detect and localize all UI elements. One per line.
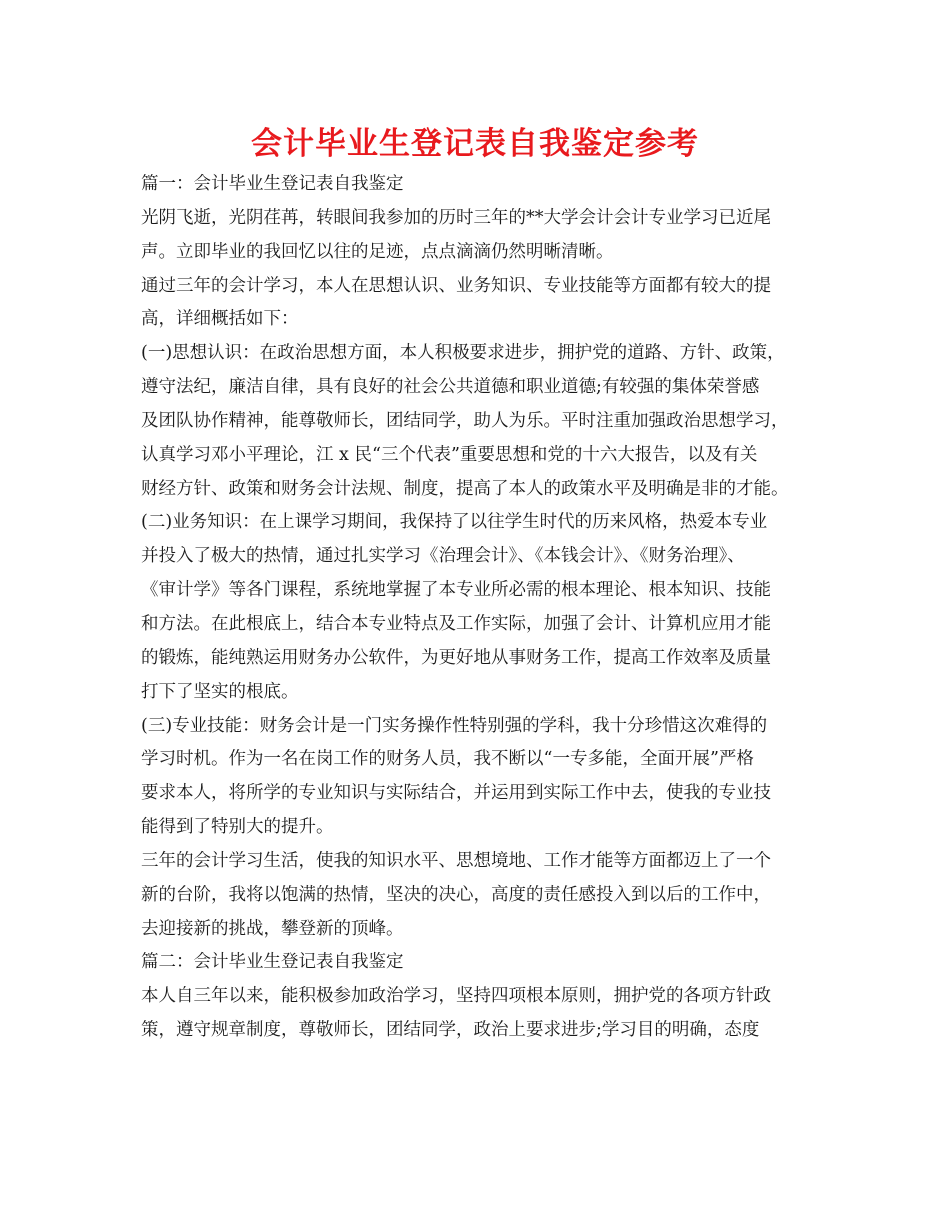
text-line: 和方法。在此根底上，结合本专业特点及工作实际，加强了会计、计算机应用才能 xyxy=(141,613,771,634)
text-line: 要求本人，将所学的专业知识与实际结合，并运用到实际工作中去，使我的专业技 xyxy=(141,783,771,804)
text-line: 的锻炼，能纯熟运用财务办公软件，为更好地从事财务工作，提高工作效率及质量 xyxy=(141,647,771,668)
text-line: 新的台阶，我将以饱满的热情，坚决的决心，高度的责任感投入到以后的工作中， xyxy=(141,884,771,905)
text-line: 通过三年的会计学习，本人在思想认识、业务知识、专业技能等方面都有较大的提 xyxy=(141,275,771,296)
text-line: 本人自三年以来，能积极参加政治学习，坚持四项根本原则，拥护党的各项方针政 xyxy=(141,986,771,1007)
text-line: 篇一：会计毕业生登记表自我鉴定 xyxy=(141,174,404,194)
text-line: 并投入了极大的热情，通过扎实学习《治理会计》、《本钱会计》、《财务治理》、 xyxy=(141,546,745,567)
text-line: 光阴飞逝，光阴荏苒，转眼间我参加的历时三年的**大学会计会计专业学习已近尾 xyxy=(141,207,771,228)
text-line: 财经方针、政策和财务会计法规、制度，提高了本人的政策水平及明确是非的才能。 xyxy=(141,478,789,499)
document-body xyxy=(141,168,821,1048)
text-line: (一)思想认识：在政治思想方面，本人积极要求进步，拥护党的道路、方针、政策， xyxy=(141,343,785,364)
document-title: 会计毕业生登记表自我鉴定参考 xyxy=(251,126,699,162)
text-line: 三年的会计学习生活，使我的知识水平、思想境地、工作才能等方面都迈上了一个 xyxy=(141,850,771,871)
text-line: 学习时机。作为一名在岗工作的财务人员，我不断以“一专多能，全面开展”严格 xyxy=(141,749,754,770)
text-line: 篇二：会计毕业生登记表自我鉴定 xyxy=(141,952,404,973)
text-line: 策，遵守规章制度，尊敬师长，团结同学，政治上要求进步;学习目的明确，态度 xyxy=(141,1020,760,1041)
text-line: 能得到了特别大的提升。 xyxy=(141,817,334,838)
text-line: 《审计学》等各门课程，系统地掌握了本专业所必需的根本理论、根本知识、技能 xyxy=(141,580,771,601)
text-line: 及团队协作精神，能尊敬师长，团结同学，助人为乐。平时注重加强政治思想学习， xyxy=(141,410,789,431)
text-line: (三)专业技能：财务会计是一门实务操作性特别强的学科，我十分珍惜这次难得的 xyxy=(141,715,768,736)
text-line: 声。立即毕业的我回忆以往的足迹，点点滴滴仍然明晰清晰。 xyxy=(141,241,614,262)
text-line: 打下了坚实的根底。 xyxy=(141,681,299,702)
text-line: 认真学习邓小平理论，江 x 民“三个代表”重要思想和党的十六大报告，以及有关 xyxy=(141,444,758,465)
text-line: 高，详细概括如下： xyxy=(141,309,299,330)
text-line: 去迎接新的挑战，攀登新的顶峰。 xyxy=(141,918,404,939)
text-line: 遵守法纪，廉洁自律，具有良好的社会公共道德和职业道德;有较强的集体荣誉感 xyxy=(141,377,760,398)
text-line: (二)业务知识：在上课学习期间，我保持了以往学生时代的历来风格，热爱本专业 xyxy=(141,512,768,533)
